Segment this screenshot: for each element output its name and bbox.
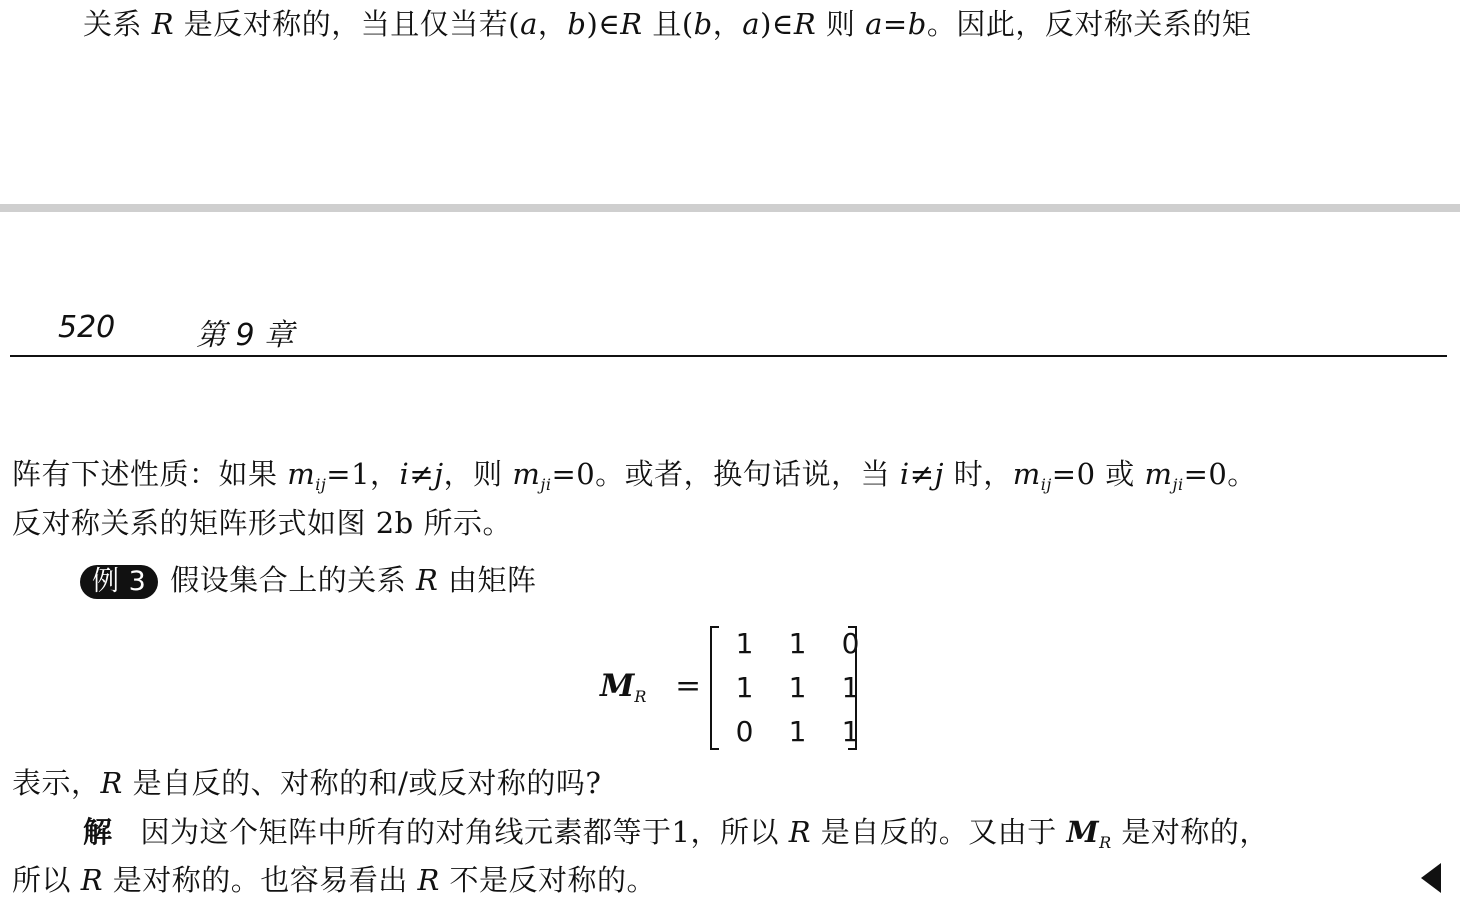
matrix-cell: 1 (841, 671, 860, 704)
text: =1， (326, 457, 400, 491)
header-rule (10, 355, 1447, 357)
var-a: a (520, 7, 538, 41)
text: 且( (642, 7, 694, 41)
text: 关系 (83, 7, 152, 41)
text: =0 或 (1051, 457, 1145, 491)
subscript: R (634, 687, 647, 706)
var-b: b (567, 7, 587, 41)
matrix-cell: 1 (788, 671, 807, 704)
subscript: ij (315, 475, 327, 494)
text: )∈ (760, 7, 794, 41)
matrix-cell: 1 (788, 715, 807, 748)
previous-page-last-line (83, 6, 1251, 42)
matrix-cell: 1 (788, 627, 807, 660)
text: )∈ (586, 7, 621, 41)
var-R: R (100, 766, 123, 800)
equals-sign: = (675, 668, 702, 704)
text: 是自反的。又由于 (811, 815, 1067, 849)
text: ≠ (909, 457, 935, 491)
matrix-label (600, 668, 701, 706)
var-R: R (417, 863, 440, 897)
var-m: m (1144, 457, 1173, 491)
var-m: m (287, 457, 316, 491)
matrix-symbol: M (600, 668, 635, 704)
var-R: R (788, 815, 812, 849)
var-R: R (151, 7, 175, 41)
var-m: m (512, 457, 541, 491)
solution-label: 解 (83, 815, 113, 849)
example-badge: 例 3 (80, 565, 158, 599)
var-j: j (434, 457, 444, 491)
chapter-title: 第 9 章 (196, 318, 295, 353)
text: 不是反对称的。 (439, 863, 657, 897)
text: ， (537, 7, 568, 41)
question-line (12, 765, 601, 801)
matrix-cell: 1 (735, 671, 754, 704)
text: = (882, 7, 908, 41)
var-i: i (399, 457, 410, 491)
text: 由矩阵 (438, 563, 537, 597)
var-a: a (742, 7, 761, 41)
page-number: 520 (58, 310, 116, 345)
text: =0。或者，换句话说，当 (551, 457, 900, 491)
para-line-1 (12, 456, 1257, 503)
matrix-cell: 1 (841, 715, 860, 748)
matrix-right-bracket (848, 626, 857, 750)
page-break-band (0, 204, 1460, 212)
subscript: ij (1040, 475, 1052, 494)
text: 是自反的、对称的和/或反对称的吗? (122, 766, 602, 800)
var-R: R (620, 7, 643, 41)
text: 则 (816, 7, 866, 41)
matrix-cell: 0 (735, 715, 754, 748)
matrix-cell: 0 (841, 627, 860, 660)
para-line-2: 反对称关系的矩阵形式如图 2b 所示。 (12, 506, 512, 540)
text: 表示， (12, 766, 101, 800)
text: 假设集合上的关系 (170, 563, 416, 597)
var-j: j (934, 457, 944, 491)
subscript: ji (1172, 475, 1184, 494)
solution-line-1 (83, 814, 1269, 861)
var-m: m (1012, 457, 1041, 491)
text: 是反对称的，当且仅当若( (174, 7, 521, 41)
matrix-symbol: M (1066, 815, 1100, 849)
matrix-cell: 1 (735, 627, 754, 660)
subscript: ji (540, 475, 552, 494)
var-b: b (693, 7, 713, 41)
text: 阵有下述性质：如果 (12, 457, 288, 491)
var-R: R (80, 863, 104, 897)
text: 是对称的。也容易看出 (103, 863, 418, 897)
text: 时， (944, 457, 1013, 491)
var-R: R (415, 563, 439, 597)
var-i: i (899, 457, 910, 491)
text: 是对称的， (1111, 815, 1269, 849)
subscript: R (1099, 833, 1112, 852)
text: ， (712, 7, 743, 41)
text: ≠ (409, 457, 435, 491)
text: 所以 (12, 863, 81, 897)
var-a: a (865, 7, 883, 41)
end-of-example-triangle-icon (1421, 863, 1441, 893)
text: =0。 (1183, 457, 1257, 491)
example-line (80, 562, 537, 599)
text: 因为这个矩阵中所有的对角线元素都等于1，所以 (140, 815, 789, 849)
solution-line-2 (12, 862, 656, 898)
text: ，则 (443, 457, 513, 491)
var-R: R (793, 7, 817, 41)
text: 。因此，反对称关系的矩 (926, 7, 1252, 41)
var-b: b (907, 7, 927, 41)
